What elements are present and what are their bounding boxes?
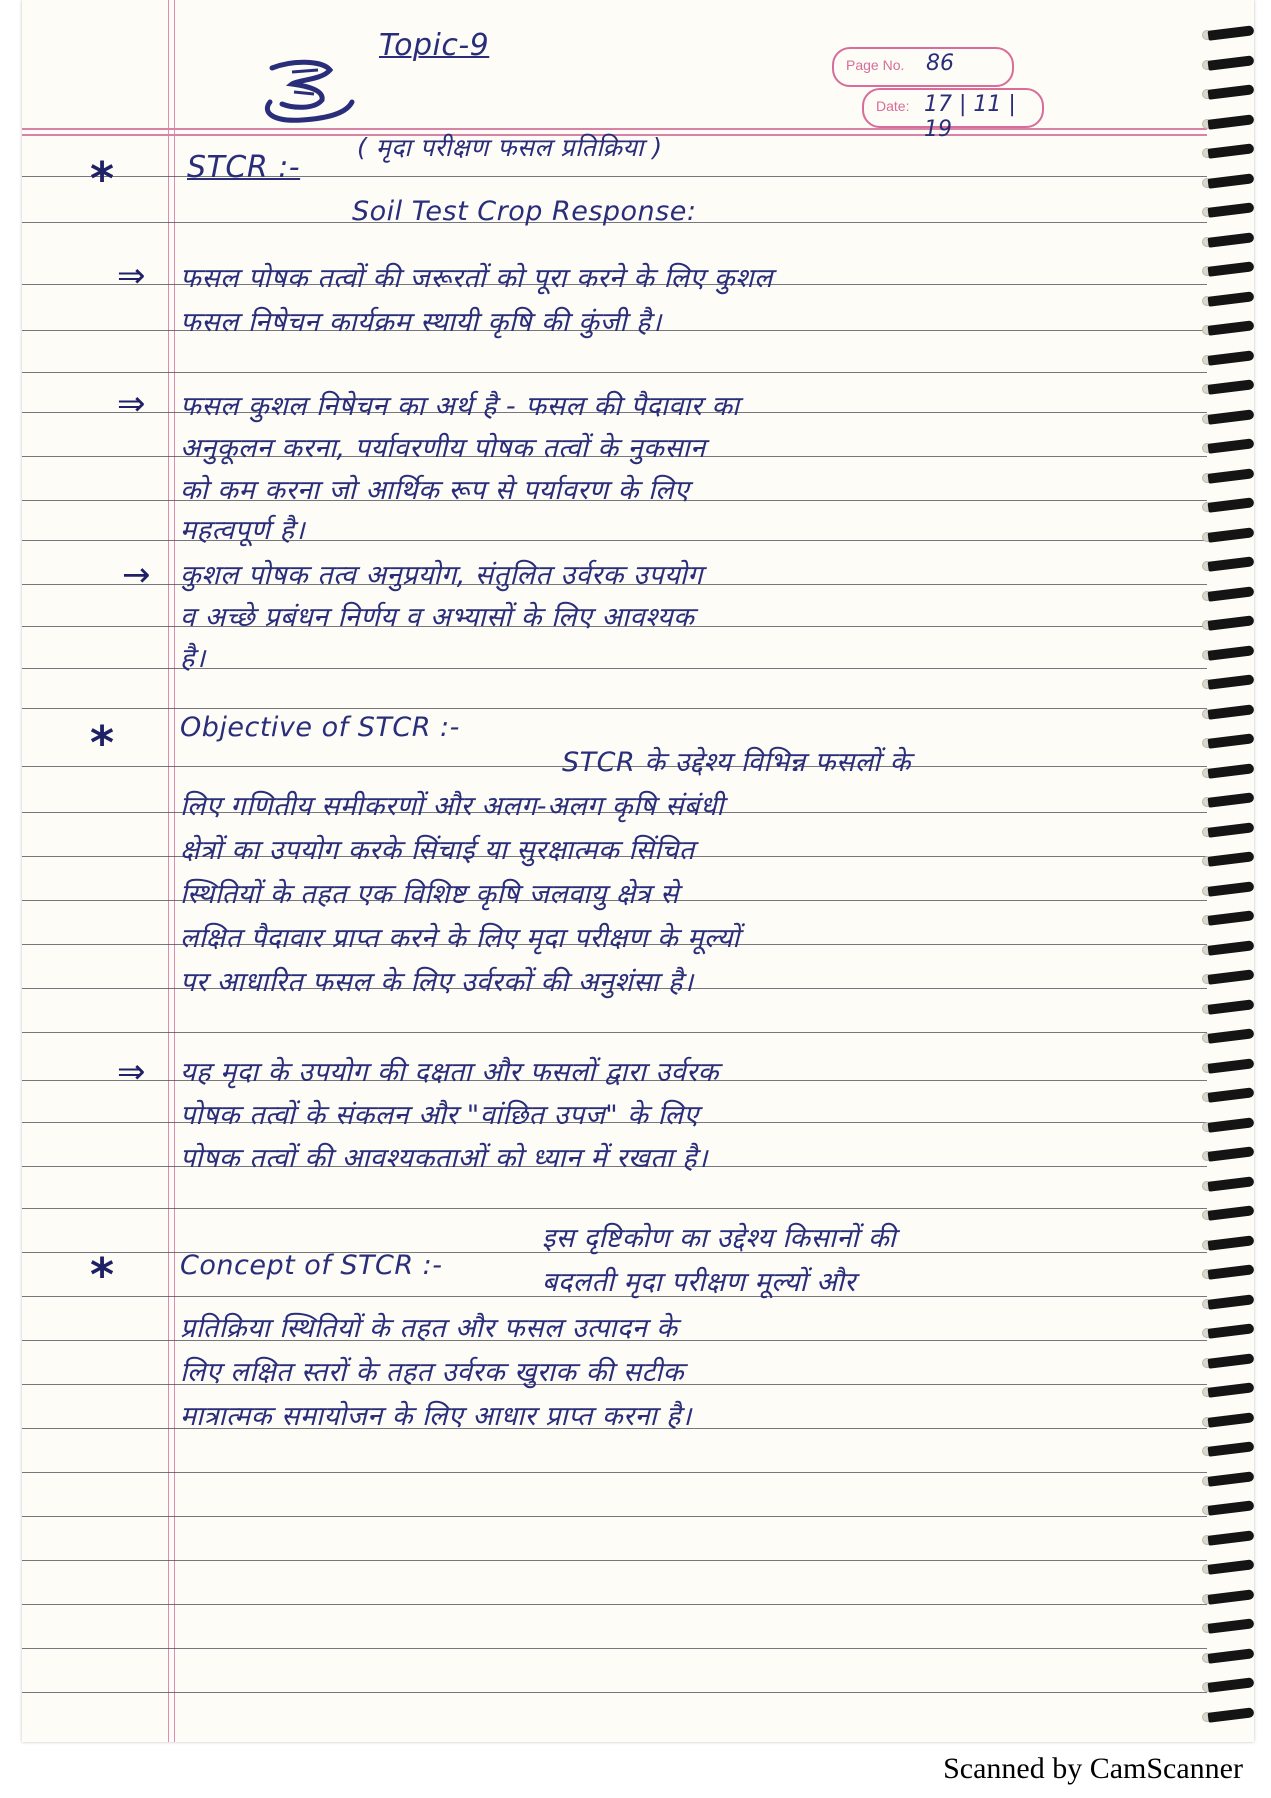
ruled-line [22, 708, 1207, 709]
spiral-coil [1184, 913, 1254, 925]
spiral-coil [1184, 1267, 1254, 1279]
spiral-coil [1184, 264, 1254, 276]
spiral-coil [1184, 1621, 1254, 1633]
spiral-coil [1184, 825, 1254, 837]
spiral-coil [1184, 854, 1254, 866]
spiral-coil [1184, 235, 1254, 247]
text-line: इस दृष्टिकोण का उद्देश्य किसानों की [542, 1223, 897, 1254]
spiral-coil [1184, 1090, 1254, 1102]
spiral-coil [1184, 1149, 1254, 1161]
spiral-coil [1184, 500, 1254, 512]
text-line: क्षेत्रों का उपयोग करके सिंचाई या सुरक्षात्मक सिंचित [180, 835, 695, 866]
spiral-coil [1184, 766, 1254, 778]
ruled-line [22, 1692, 1207, 1693]
spiral-coil [1184, 1651, 1254, 1663]
spiral-coil [1184, 559, 1254, 571]
spiral-coil [1184, 441, 1254, 453]
text-line: को कम करना जो आर्थिक रूप से पर्यावरण के लिए [180, 475, 690, 506]
spiral-coil [1184, 87, 1254, 99]
spiral-coil [1184, 146, 1254, 158]
spiral-coil [1184, 1031, 1254, 1043]
notebook-page [22, 0, 1254, 1742]
date-box [862, 88, 1044, 142]
spiral-coil [1184, 972, 1254, 984]
spiral-coil [1184, 1503, 1254, 1515]
ruled-line [22, 372, 1207, 373]
spiral-coil [1184, 1474, 1254, 1486]
text-line: स्थितियों के तहत एक विशिष्ट कृषि जलवायु क्षेत्र से [180, 879, 679, 910]
section-heading-objective: Objective of STCR :- [180, 712, 460, 743]
ruled-line [22, 1472, 1207, 1473]
section-heading-hindi: ( मृदा परीक्षण फसल प्रतिक्रिया ) [357, 133, 663, 162]
date-label: Date: [876, 98, 910, 114]
section-heading-stcr: STCR :- [187, 150, 301, 185]
spiral-coil [1184, 1533, 1254, 1545]
text-line: STCR के उद्देश्य विभिन्न फसलों के [562, 747, 911, 778]
spiral-coil [1184, 58, 1254, 70]
topic-title: Topic-9 [379, 28, 490, 63]
page-number-label: Page No. [846, 57, 905, 73]
spiral-coil [1184, 648, 1254, 660]
text-line: व अच्छे प्रबंधन निर्णय व अभ्यासों के लिए आवश्यक [180, 602, 695, 633]
text-line: मात्रात्मक समायोजन के लिए आधार प्राप्त करना है। [180, 1401, 692, 1432]
text-line: बदलती मृदा परीक्षण मूल्यों और [542, 1267, 856, 1298]
text-line: अनुकूलन करना, पर्यावरणीय पोषक तत्वों के नुकसान [180, 433, 706, 464]
spiral-coil [1184, 28, 1254, 40]
spiral-coil [1184, 1297, 1254, 1309]
text-line: पर आधारित फसल के लिए उर्वरकों की अनुशंसा है। [180, 967, 694, 998]
ruled-line [22, 1208, 1207, 1209]
arrow-marker: → [122, 555, 151, 595]
text-line: कुशल पोषक तत्व अनुप्रयोग, संतुलित उर्वरक उपयोग [180, 560, 703, 591]
arrow-marker: ⇒ [117, 1052, 146, 1092]
date-value: 17 | 11 | 19 [924, 92, 1016, 142]
text-line: यह मृदा के उपयोग की दक्षता और फसलों द्वारा उर्वरक [180, 1057, 719, 1088]
spiral-coil [1184, 382, 1254, 394]
text-line: फसल पोषक तत्वों की जरूरतों को पूरा करने के लिए कुशल [180, 263, 773, 294]
spiral-coil [1184, 294, 1254, 306]
margin-line [168, 0, 169, 1742]
spiral-coil [1184, 323, 1254, 335]
page-number-box [832, 47, 1014, 87]
spiral-coil [1184, 353, 1254, 365]
scanner-watermark: Scanned by CamScanner [943, 1752, 1243, 1785]
spiral-coil [1184, 530, 1254, 542]
spiral-coil [1184, 736, 1254, 748]
spiral-coil [1184, 176, 1254, 188]
text-line: पोषक तत्वों की आवश्यकताओं को ध्यान में रखता है। [180, 1143, 708, 1174]
spiral-coil [1184, 1002, 1254, 1014]
spiral-coil [1184, 1680, 1254, 1692]
spiral-coil [1184, 412, 1254, 424]
margin-line [174, 0, 175, 1742]
spiral-coil [1184, 117, 1254, 129]
bullet-star: * [90, 716, 115, 770]
text-line: लिए गणितीय समीकरणों और अलग-अलग कृषि संबंधी [180, 791, 724, 822]
text-line: लक्षित पैदावार प्राप्त करने के लिए मृदा परीक्षण के मूल्यों [180, 923, 740, 954]
ruled-line [22, 1604, 1207, 1605]
section-subheading: Soil Test Crop Response: [352, 196, 697, 227]
spiral-coil [1184, 795, 1254, 807]
ruled-line [22, 1032, 1207, 1033]
text-line: लिए लक्षित स्तरों के तहत उर्वरक खुराक की सटीक [180, 1357, 684, 1388]
spiral-coil [1184, 1208, 1254, 1220]
page-number-value: 86 [926, 51, 954, 76]
text-line: फसल कुशल निषेचन का अर्थ है - फसल की पैदावार का [180, 391, 740, 422]
spiral-coil [1184, 707, 1254, 719]
text-line: फसल निषेचन कार्यक्रम स्थायी कृषि की कुंजी है। [180, 307, 662, 338]
logo-scribble-icon [252, 58, 362, 128]
spiral-coil [1184, 1592, 1254, 1604]
text-line: है। [180, 643, 206, 674]
spiral-coil [1184, 1326, 1254, 1338]
spiral-coil [1184, 1179, 1254, 1191]
text-line: पोषक तत्वों के संकलन और "वांछित उपज" के लिए [180, 1100, 699, 1131]
section-heading-concept: Concept of STCR :- [180, 1250, 443, 1281]
spiral-coil [1184, 884, 1254, 896]
arrow-marker: ⇒ [117, 384, 146, 424]
spiral-coil [1184, 205, 1254, 217]
spiral-coil [1184, 1061, 1254, 1073]
ruled-line [22, 1648, 1207, 1649]
spiral-coil [1184, 589, 1254, 601]
spiral-coil [1184, 1238, 1254, 1250]
spiral-coil [1184, 1120, 1254, 1132]
text-line: प्रतिक्रिया स्थितियों के तहत और फसल उत्पादन के [180, 1313, 678, 1344]
spiral-coil [1184, 677, 1254, 689]
spiral-coil [1184, 943, 1254, 955]
bullet-star: * [90, 1248, 115, 1302]
text-line: महत्वपूर्ण है। [180, 515, 306, 546]
bullet-star: * [90, 152, 115, 206]
spiral-coil [1184, 471, 1254, 483]
spiral-coil [1184, 1444, 1254, 1456]
ruled-line [22, 1560, 1207, 1561]
spiral-coil [1184, 618, 1254, 630]
arrow-marker: ⇒ [117, 256, 146, 296]
spiral-coil [1184, 1562, 1254, 1574]
ruled-line [22, 1516, 1207, 1517]
spiral-coil [1184, 1710, 1254, 1722]
spiral-coil [1184, 1415, 1254, 1427]
spiral-coil [1184, 1356, 1254, 1368]
spiral-coil [1184, 1385, 1254, 1397]
